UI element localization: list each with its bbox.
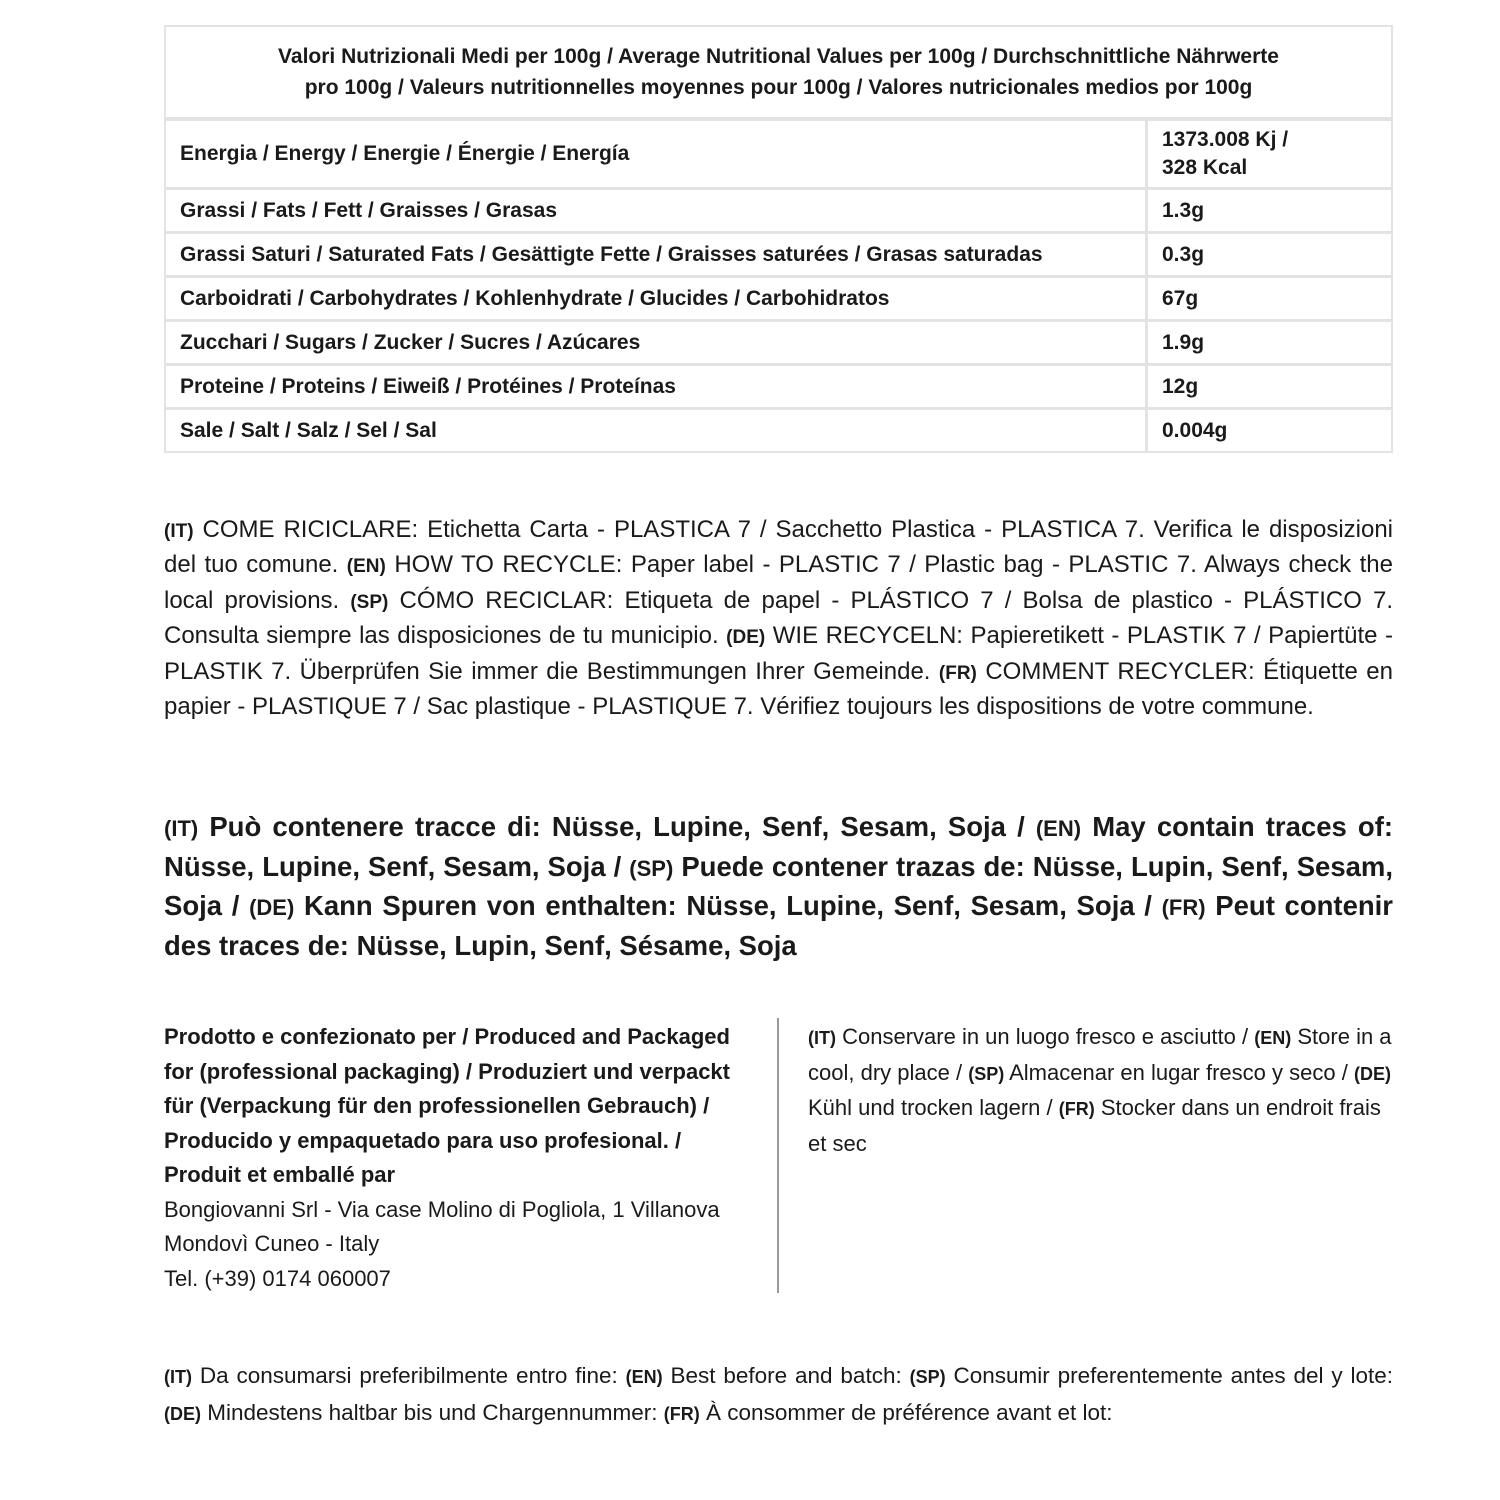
lang-tag-de: (DE) [1353, 1063, 1391, 1084]
energy-kj: 1373.008 Kj / [1162, 128, 1289, 151]
recycling-text-en: HOW TO RECYCLE: Paper label - PLASTIC 7 / Plastic bag - PLASTIC 7. Always check the local provisions. [164, 551, 1393, 614]
nutrient-label: Carboidrati / Carbohydrates / Kohlenhydrate / Glucides / Carbohidratos [166, 275, 1148, 319]
producer-info [164, 1020, 739, 1296]
recycling-text-sp: CÓMO RECICLAR: Etiqueta de papel - PLÁSTICO 7 / Bolsa de plastico - PLÁSTICO 7. Consulta siempre las disposiciones de tu municipio. [164, 586, 1394, 650]
title-line-2: pro 100g / Valeurs nutritionnelles moyennes pour 100g / Valores nutricionales medios por 100g [304, 76, 1253, 99]
lang-tag-fr: (FR) [1161, 895, 1206, 920]
lang-tag-sp: (SP) [629, 855, 674, 881]
lang-tag-en: (EN) [1254, 1028, 1292, 1048]
nutrition-row-carbohydrates [166, 275, 1391, 319]
nutrition-row-salt [166, 407, 1391, 451]
storage-text-it: Conservare in un luogo fresco e asciutto / [842, 1024, 1249, 1049]
lang-tag-de: (DE) [164, 1404, 201, 1424]
column-divider [777, 1018, 779, 1293]
allergen-text-en: May contain traces of: Nüsse, Lupine, Senf, Sesam, Soja / [164, 811, 1394, 882]
lang-tag-en: (EN) [1035, 816, 1082, 841]
lang-tag-fr: (FR) [938, 662, 977, 684]
producer-phone: Tel. (+39) 0174 060007 [164, 1265, 391, 1291]
allergen-text-sp: Puede contener trazas de: Nüsse, Lupin, Senf, Sesam, Soja / [164, 850, 1394, 921]
recycling-text-it: COME RICICLARE: Etichetta Carta - PLASTICA 7 / Sacchetto Plastica - PLASTICA 7. Verifica le disposizioni del tuo comune. [164, 516, 1394, 579]
recycling-instructions [164, 513, 1393, 723]
allergen-text-de: Kann Spuren von enthalten: Nüsse, Lupine, Senf, Sesam, Soja / [303, 890, 1152, 921]
producer-heading-line: für (Verpackung für den professionellen Gebrauch) / [164, 1093, 710, 1118]
producer-address: Bongiovanni Srl - Via case Molino di Pogliola, 1 Villanova [164, 1196, 720, 1222]
best-before-text-en: Best before and batch: [670, 1363, 902, 1388]
storage-text-sp: Almacenar en lugar fresco y seco / [1009, 1059, 1348, 1085]
nutrition-table [164, 25, 1393, 453]
nutrient-value: 12g [1148, 363, 1391, 407]
lang-tag-it: (IT) [808, 1028, 836, 1048]
nutrition-table-section [164, 25, 1393, 453]
recycling-text-de: WIE RECYCELN: Papieretikett - PLASTIK 7 / Papiertüte - PLASTIK 7. Überprüfen Sie immer die Bestimmungen Ihrer Gemeinde. [164, 622, 1394, 685]
nutrient-value: 67g [1148, 275, 1391, 319]
storage-instructions [808, 1020, 1394, 1161]
nutrient-value: 0.004g [1148, 407, 1391, 451]
storage-text-de: Kühl und trocken lagern / [808, 1095, 1053, 1120]
lang-tag-sp: (SP) [350, 591, 389, 613]
nutrition-row-sugars [166, 319, 1391, 363]
producer-heading-line: Prodotto e confezionato per / Produced and Packaged [164, 1024, 730, 1049]
nutrition-row-proteins [166, 363, 1391, 407]
allergen-text-fr: Peut contenir des traces de: Nüsse, Lupin, Senf, Sésame, Soja [164, 890, 1394, 961]
storage-text-fr: Stocker dans un endroit frais et sec [808, 1095, 1381, 1156]
lang-tag-de: (DE) [249, 895, 295, 920]
producer-address: Mondovì Cuneo - Italy [164, 1231, 380, 1256]
energy-kcal: 328 Kcal [1162, 156, 1248, 179]
nutrient-value: 1.3g [1148, 187, 1391, 231]
best-before-text-fr: À consommer de préférence avant et lot: [706, 1400, 1113, 1425]
nutrition-row-fats [166, 187, 1391, 231]
best-before-text-de: Mindestens haltbar bis und Chargennummer: [207, 1400, 658, 1425]
best-before-section [164, 1358, 1393, 1432]
lang-tag-fr: (FR) [1058, 1099, 1095, 1119]
nutrient-label: Sale / Salt / Salz / Sel / Sal [166, 407, 1148, 451]
nutrient-label: Grassi Saturi / Saturated Fats / Gesättigte Fette / Graisses saturées / Grasas saturadas [166, 231, 1148, 275]
producer-heading-line: Producido y empaquetado para uso profesional. / [164, 1127, 682, 1153]
allergen-text-it: Può contenere tracce di: Nüsse, Lupine, Senf, Sesam, Soja / [209, 811, 1025, 842]
nutrient-value [1148, 121, 1391, 187]
recycling-text-fr: COMMENT RECYCLER: Étiquette en papier - PLASTIQUE 7 / Sac plastique - PLASTIQUE 7. Vérifiez toujours les dispositions de votre commune. [164, 657, 1393, 721]
lang-tag-de: (DE) [726, 627, 766, 649]
lang-tag-sp: (SP) [968, 1063, 1005, 1084]
lang-tag-sp: (SP) [909, 1367, 946, 1387]
title-line-1: Valori Nutrizionali Medi per 100g / Average Nutritional Values per 100g / Durchschnittliche Nährwerte [278, 45, 1279, 68]
nutrient-label: Energia / Energy / Energie / Énergie / Energía [166, 121, 1148, 187]
best-before-text-sp: Consumir preferentemente antes del y lote: [953, 1363, 1393, 1388]
producer-heading-line: Produit et emballé par [164, 1162, 396, 1187]
best-before-text-it: Da consumarsi preferibilmente entro fine: [199, 1363, 618, 1388]
lang-tag-en: (EN) [346, 556, 386, 578]
nutrition-table-title [166, 27, 1391, 121]
producer-heading-line: for (professional packaging) / Produziert und verpackt [164, 1058, 730, 1084]
lang-tag-it: (IT) [164, 816, 199, 841]
nutrient-label: Grassi / Fats / Fett / Graisses / Grasas [166, 187, 1148, 231]
allergen-warning [164, 808, 1393, 964]
nutrient-value: 1.9g [1148, 319, 1391, 363]
lang-tag-en: (EN) [625, 1367, 663, 1387]
nutrient-value: 0.3g [1148, 231, 1391, 275]
nutrient-label: Proteine / Proteins / Eiweiß / Protéines / Proteínas [166, 363, 1148, 407]
nutrition-row-saturated-fats [166, 231, 1391, 275]
nutrition-row-energy [166, 121, 1391, 187]
lang-tag-it: (IT) [164, 521, 194, 542]
lang-tag-it: (IT) [164, 1367, 192, 1387]
lang-tag-fr: (FR) [663, 1404, 700, 1424]
storage-text-en: Store in a cool, dry place / [808, 1024, 1392, 1085]
nutrient-label: Zucchari / Sugars / Zucker / Sucres / Azúcares [166, 319, 1148, 363]
